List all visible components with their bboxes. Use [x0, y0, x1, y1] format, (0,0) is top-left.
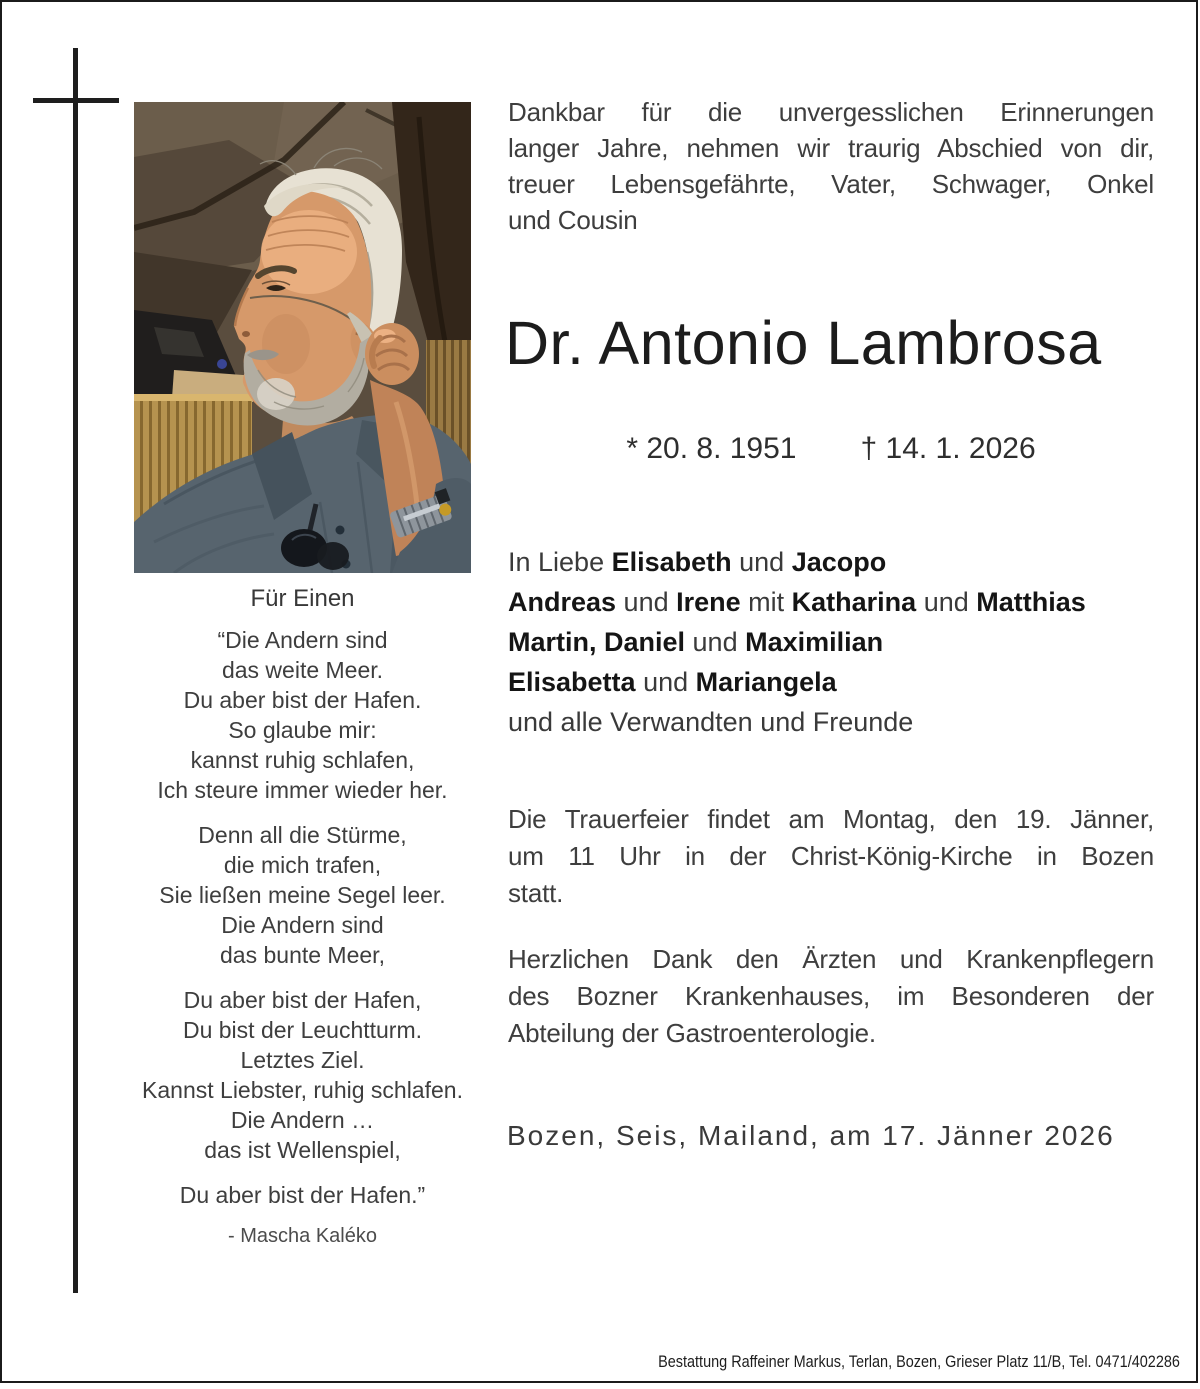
text-line: die mich trafen, [223, 852, 382, 878]
poem-stanzas [115, 625, 490, 1210]
poem-stanza [115, 985, 490, 1165]
family-member-name: Maximilian [745, 627, 884, 657]
family-line [508, 622, 1168, 662]
text-line: das weite Meer. [221, 657, 384, 683]
poem-attribution: - Mascha Kaléko [228, 1225, 377, 1247]
family-connector-text: und alle Verwandten und Freunde [508, 707, 914, 737]
text-line: Abteilung der Gastroenterologie. [508, 1018, 876, 1048]
family-line [508, 542, 1168, 582]
text-line: Die Trauerfeier findet am Montag, den 19. Jänner, [508, 804, 1154, 834]
family-member-name: Elisabeth [611, 547, 732, 577]
text-line: statt. [508, 878, 564, 908]
text-line: Die Andern sind [221, 912, 384, 938]
deceased-name: Dr. Antonio Lambrosa [505, 309, 1102, 377]
text-line: Ich steure immer wieder her. [157, 777, 448, 803]
family-line [508, 662, 1168, 702]
family-line [508, 582, 1168, 622]
text-line: Du aber bist der Hafen. [183, 687, 422, 713]
text-line: Sie ließen meine Segel leer. [159, 882, 446, 908]
intro-paragraph [508, 94, 1154, 238]
text-line: Die Andern … [230, 1107, 375, 1133]
life-dates [508, 432, 1154, 466]
text-line: Letztes Ziel. [240, 1047, 365, 1073]
family-connector-text: und [616, 587, 677, 617]
family-member-name: Mariangela [695, 667, 837, 697]
family-line [508, 702, 1168, 742]
text-line: das bunte Meer, [220, 942, 385, 968]
family-connector-text: mit [740, 587, 792, 617]
poem [115, 585, 490, 1248]
family-connector-text: und [685, 627, 746, 657]
thanks-paragraph [508, 941, 1154, 1052]
text-line: Du aber bist der Hafen, [183, 987, 422, 1013]
text-line: Denn all die Stürme, [198, 822, 407, 848]
family-connector-text: In Liebe [508, 547, 612, 577]
family-connector-text: und [635, 667, 696, 697]
family-member-name: Irene [676, 587, 741, 617]
family-member-name: Elisabetta [508, 667, 636, 697]
text-line: und Cousin [508, 205, 638, 235]
funeral-home-footer: Bestattung Raffeiner Markus, Terlan, Bozen, Grieser Platz 11/B, Tel. 0471/402286 [658, 1352, 1180, 1371]
text-line: “Die Andern sind [217, 627, 388, 653]
poem-stanza [115, 820, 490, 970]
family-connector-text: und [916, 587, 977, 617]
text-line: Kannst Liebster, ruhig schlafen. [142, 1077, 463, 1103]
poem-stanza [115, 1180, 490, 1210]
portrait-illustration [134, 102, 471, 573]
text-line: Du bist der Leuchtturm. [182, 1017, 423, 1043]
text-line: langer Jahre, nehmen wir traurig Abschied von dir, [508, 133, 1154, 163]
family-member-name: Andreas [508, 587, 617, 617]
text-line: kannst ruhig schlafen, [190, 747, 415, 773]
text-line: Dankbar für die unvergesslichen Erinnerungen [508, 97, 1154, 127]
family-list [508, 542, 1168, 742]
family-member-name: Katharina [791, 587, 917, 617]
text-line: Du aber bist der Hafen.” [179, 1182, 426, 1208]
death-date: † 14. 1. 2026 [860, 432, 1036, 465]
funeral-info-paragraph [508, 801, 1154, 912]
memorial-cross-horizontal-bar [33, 98, 119, 103]
text-line: Herzlichen Dank den Ärzten und Krankenpflegern [508, 944, 1154, 974]
portrait-photo [134, 102, 471, 573]
text-line: das ist Wellenspiel, [204, 1137, 401, 1163]
text-line: des Bozner Krankenhauses, im Besonderen der [508, 981, 1154, 1011]
text-line: So glaube mir: [228, 717, 377, 743]
birth-date: * 20. 8. 1951 [626, 432, 797, 465]
text-line: um 11 Uhr in der Christ-König-Kirche in Bozen [508, 841, 1154, 871]
family-member-name: Matthias [976, 587, 1086, 617]
family-member-name: Martin, Daniel [508, 627, 686, 657]
family-connector-text: und [731, 547, 792, 577]
poem-title: Für Einen [250, 585, 355, 612]
place-date-line: Bozen, Seis, Mailand, am 17. Jänner 2026 [507, 1120, 1115, 1151]
memorial-cross-vertical-bar [73, 48, 78, 1293]
poem-stanza [115, 625, 490, 805]
family-member-name: Jacopo [791, 547, 887, 577]
text-line: treuer Lebensgefährte, Vater, Schwager, Onkel [508, 169, 1154, 199]
